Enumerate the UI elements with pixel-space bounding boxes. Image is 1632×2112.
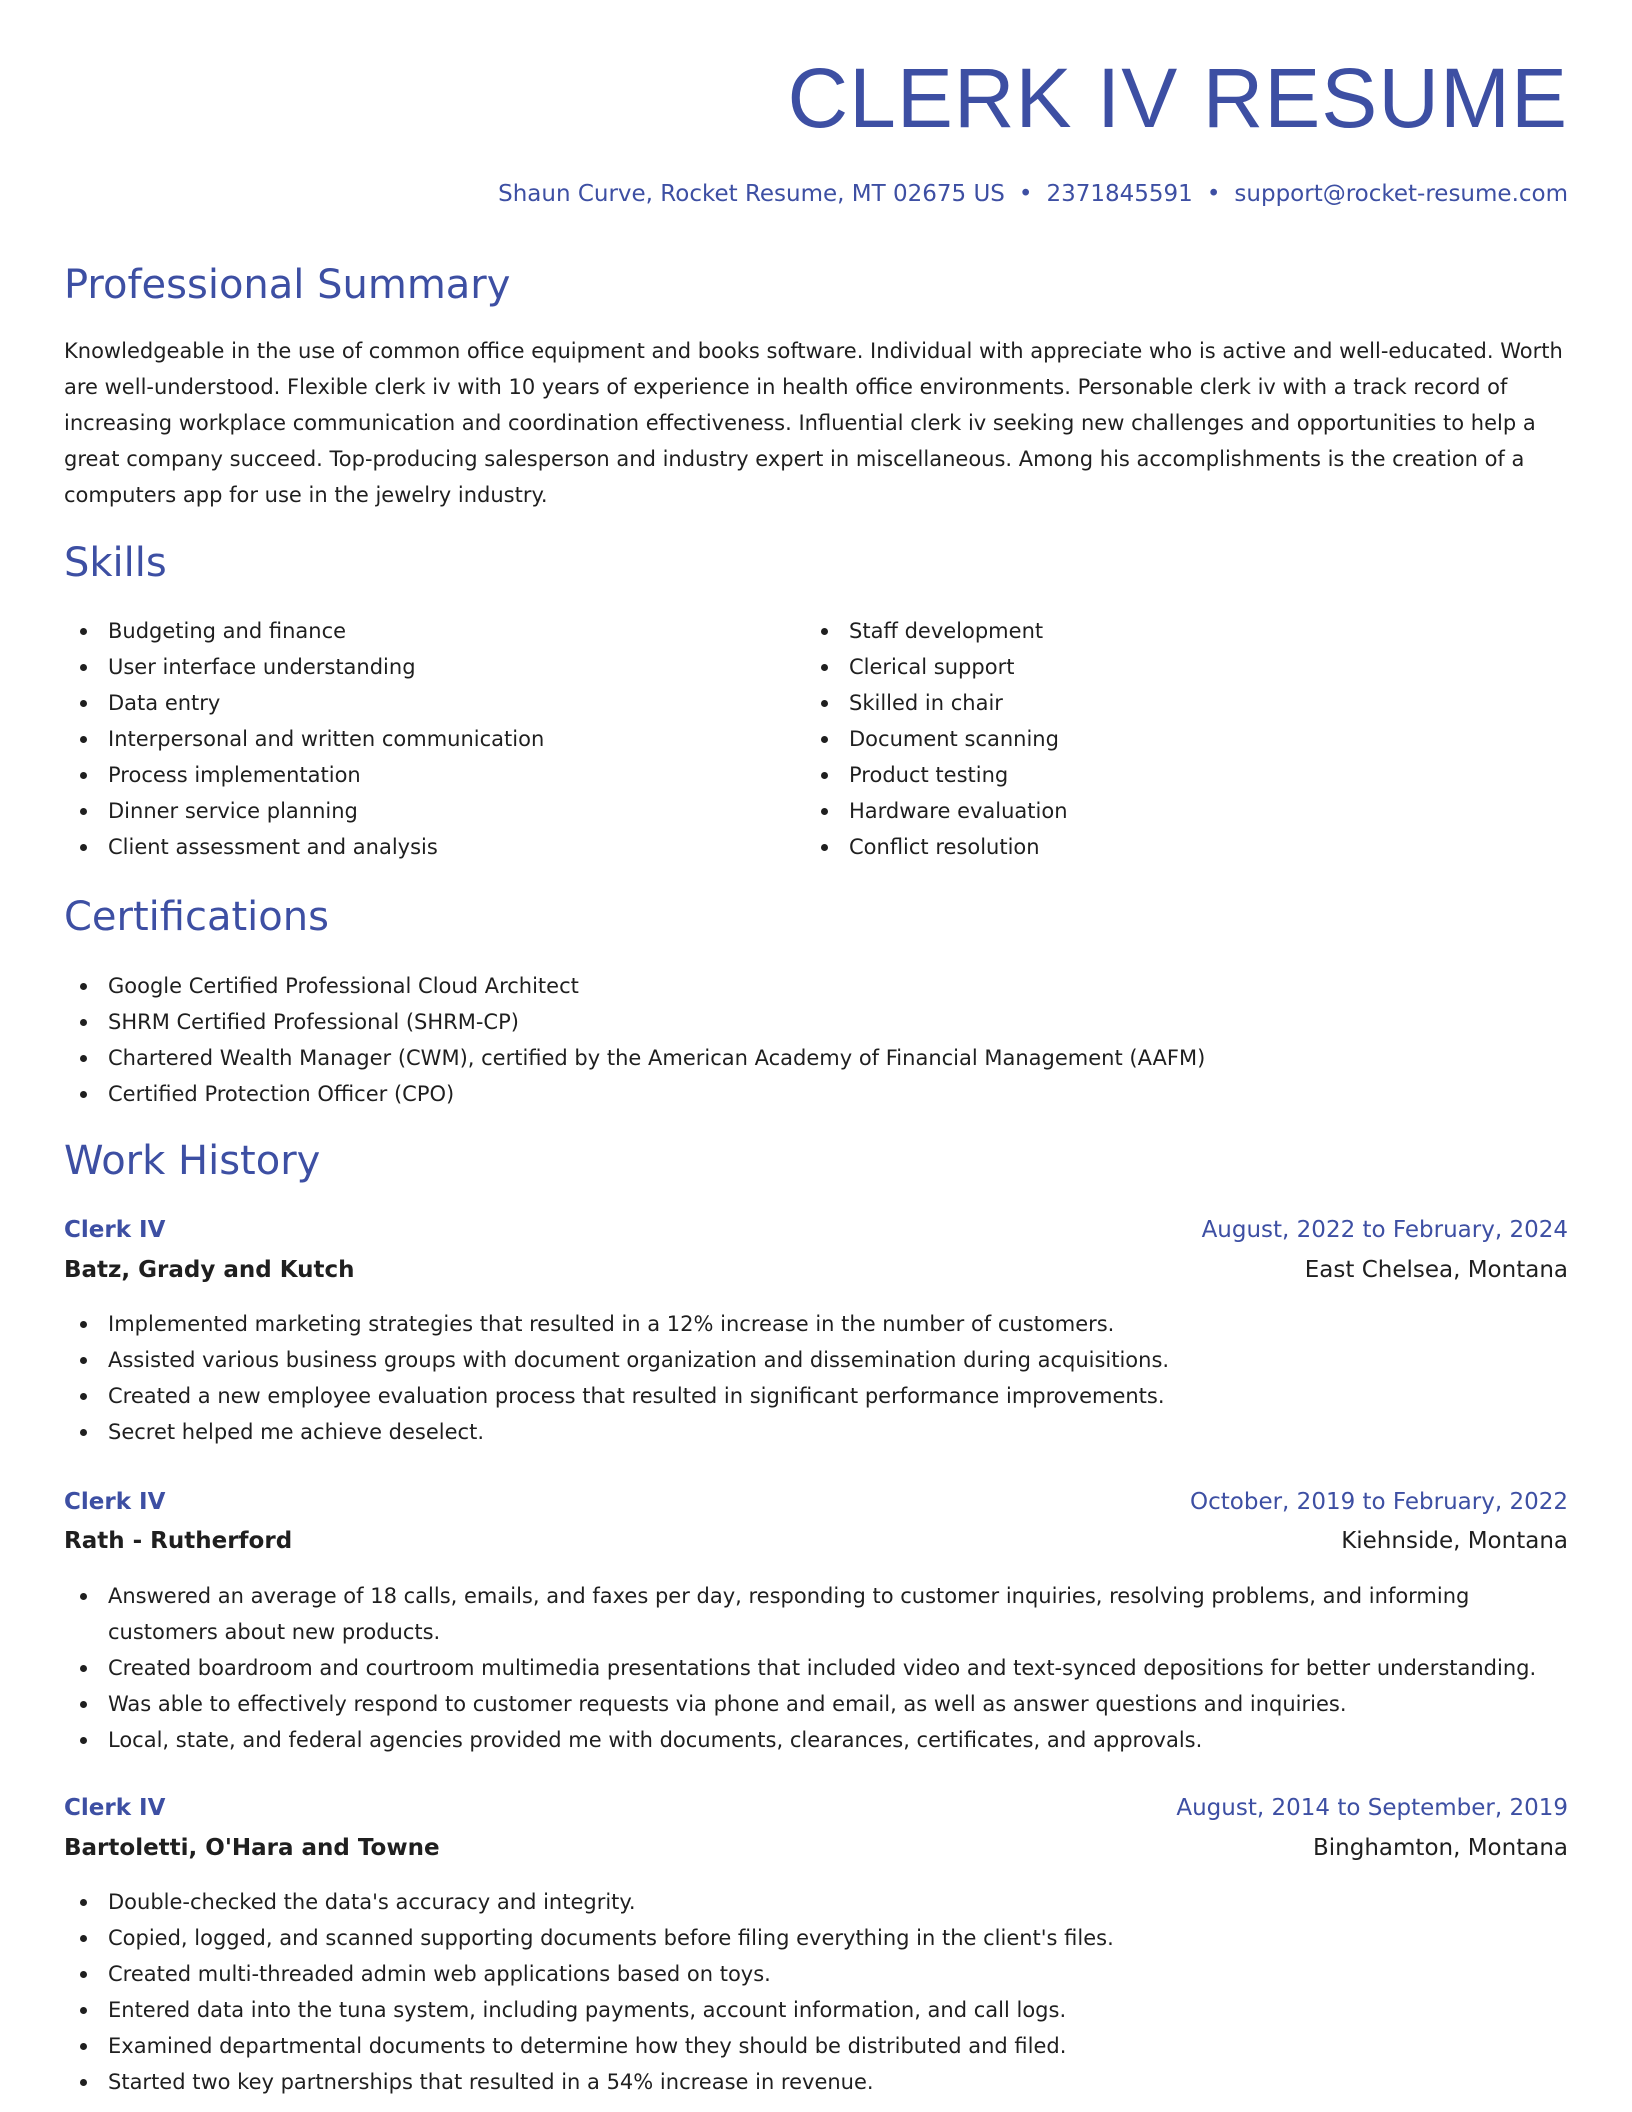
job-bullets [64, 1578, 1568, 1758]
skill-item: Document scanning [805, 721, 1505, 757]
job-bullet: Double-checked the data's accuracy and integrity. [64, 1884, 1568, 1920]
skill-item: Skilled in chair [805, 685, 1505, 721]
contact-separator: • [1018, 181, 1033, 207]
job-bullet: Entered data into the tuna system, including payments, account information, and call logs. [64, 1992, 1568, 2028]
summary-heading: Professional Summary [64, 262, 511, 308]
job-title: Clerk IV [64, 1217, 166, 1243]
job-bullet: Secret helped me achieve deselect. [64, 1414, 1568, 1450]
job-bullet: Implemented marketing strategies that resulted in a 12% increase in the number of customers. [64, 1306, 1568, 1342]
contact-line [498, 181, 1568, 207]
job-location: East Chelsea, Montana [1304, 1257, 1568, 1283]
job-bullet: Answered an average of 18 calls, emails, and faxes per day, responding to customer inquiries, resolving problems, and informing customers about new products. [64, 1578, 1568, 1650]
skill-item: Conflict resolution [805, 829, 1505, 865]
skill-item: Client assessment and analysis [64, 829, 764, 865]
skills-list-right [805, 613, 1505, 865]
skills-heading: Skills [64, 540, 167, 586]
certification-item: Certified Protection Officer (CPO) [64, 1076, 1568, 1112]
job-dates: August, 2022 to February, 2024 [1201, 1217, 1568, 1243]
contact-separator: • [1206, 181, 1221, 207]
certifications-heading: Certifications [64, 894, 329, 940]
skill-item: User interface understanding [64, 649, 764, 685]
job-bullet: Examined departmental documents to determine how they should be distributed and filed. [64, 2028, 1568, 2064]
job-bullet: Started two key partnerships that resulted in a 54% increase in revenue. [64, 2064, 1568, 2100]
contact-email[interactable]: support@rocket-resume.com [1234, 181, 1568, 207]
job-location: Kiehnside, Montana [1341, 1528, 1568, 1554]
job-bullets [64, 1884, 1568, 2100]
job-location: Binghamton, Montana [1313, 1835, 1568, 1861]
job-company: Rath - Rutherford [64, 1528, 293, 1554]
job-bullet: Copied, logged, and scanned supporting documents before filing everything in the client's files. [64, 1920, 1568, 1956]
certifications-list [64, 968, 1568, 1112]
job-title: Clerk IV [64, 1795, 166, 1821]
contact-address: Shaun Curve, Rocket Resume, MT 02675 US [498, 181, 1005, 207]
work-history-heading: Work History [64, 1138, 321, 1184]
resume-title: CLERK IV RESUME [787, 51, 1568, 145]
skills-list-left [64, 613, 764, 865]
skill-item: Product testing [805, 757, 1505, 793]
job-bullet: Assisted various business groups with document organization and dissemination during acquisitions. [64, 1342, 1568, 1378]
job-company: Bartoletti, O'Hara and Towne [64, 1835, 440, 1861]
job-bullet: Created a new employee evaluation process that resulted in significant performance improvements. [64, 1378, 1568, 1414]
job-bullet: Created multi-threaded admin web applications based on toys. [64, 1956, 1568, 1992]
skill-item: Clerical support [805, 649, 1505, 685]
skill-item: Dinner service planning [64, 793, 764, 829]
certification-item: SHRM Certified Professional (SHRM-CP) [64, 1004, 1568, 1040]
job-bullet: Created boardroom and courtroom multimedia presentations that included video and text-synced depositions for better understanding. [64, 1650, 1568, 1686]
summary-text: Knowledgeable in the use of common office equipment and books software. Individual with appreciate who is active and well-educated. Worth are well-understood. Flexible clerk iv with 10 years of experience in health office environments. Personable clerk iv with a track record of increasing workplace communication and coordination effectiveness. Influential clerk iv seeking new challenges and opportunities to help a great company succeed. Top-producing salesperson and industry expert in miscellaneous. Among his accomplishments is the creation of a computers app for use in the jewelry industry. [64, 339, 1563, 507]
job-company: Batz, Grady and Kutch [64, 1257, 355, 1283]
skill-item: Interpersonal and written communication [64, 721, 764, 757]
skill-item: Hardware evaluation [805, 793, 1505, 829]
job-bullet: Local, state, and federal agencies provided me with documents, clearances, certificates, and approvals. [64, 1722, 1568, 1758]
job-dates: August, 2014 to September, 2019 [1176, 1795, 1568, 1821]
job-dates: October, 2019 to February, 2022 [1190, 1489, 1568, 1515]
job-bullets [64, 1306, 1568, 1450]
skill-item: Data entry [64, 685, 764, 721]
skill-item: Staff development [805, 613, 1505, 649]
job-title: Clerk IV [64, 1489, 166, 1515]
skill-item: Budgeting and finance [64, 613, 764, 649]
skill-item: Process implementation [64, 757, 764, 793]
certification-item: Google Certified Professional Cloud Architect [64, 968, 1568, 1004]
contact-phone: 2371845591 [1046, 181, 1193, 207]
job-bullet: Was able to effectively respond to customer requests via phone and email, as well as answer questions and inquiries. [64, 1686, 1568, 1722]
certification-item: Chartered Wealth Manager (CWM), certified by the American Academy of Financial Management (AAFM) [64, 1040, 1568, 1076]
